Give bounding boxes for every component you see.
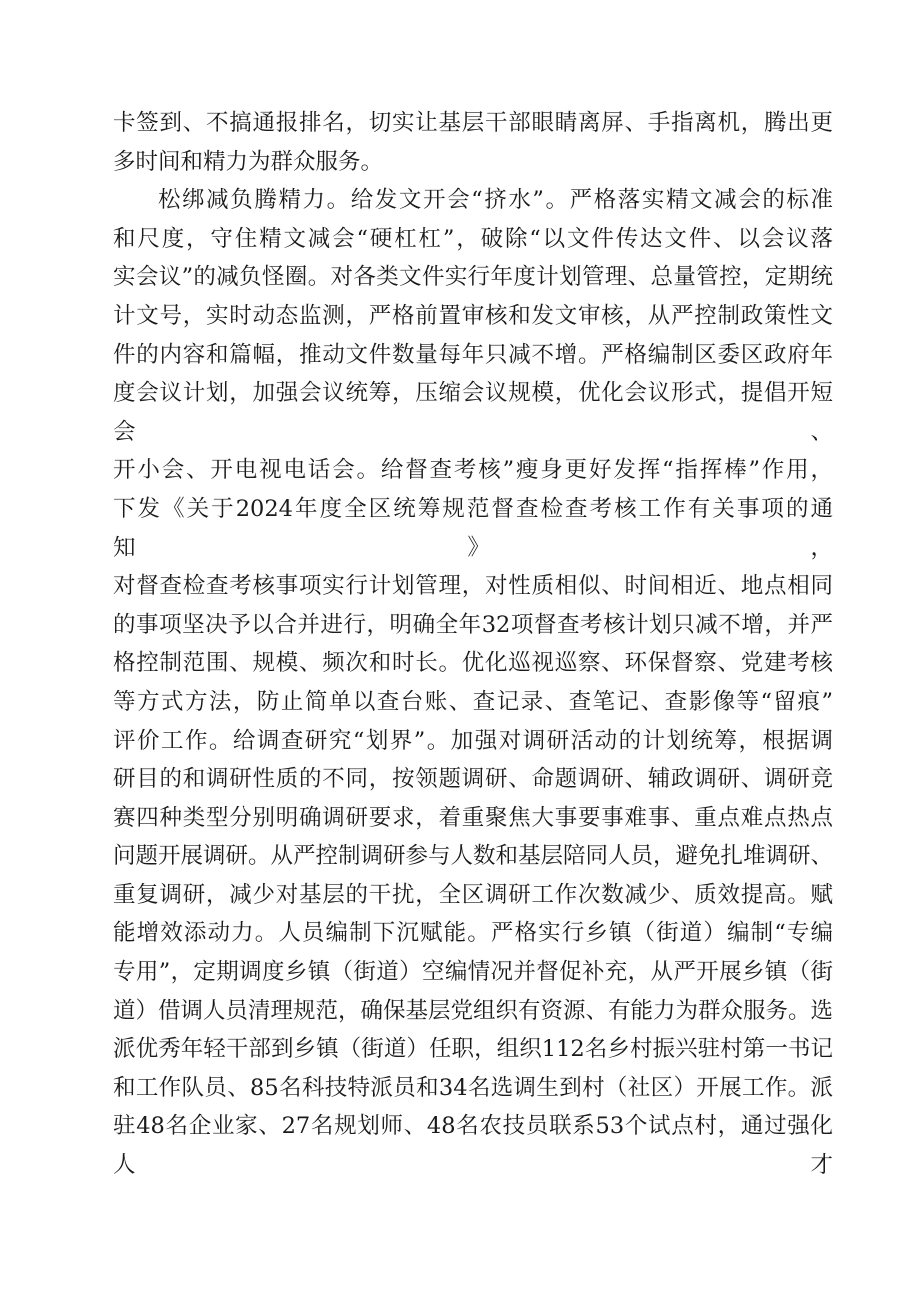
text-line: 对督查检查考核事项实行计划管理，对性质相似、时间相近、地点相同 xyxy=(113,573,833,600)
text-line: 和工作队员、85名科技特派员和34名选调生到村（社区）开展工作。派 xyxy=(113,1074,833,1101)
document-body xyxy=(113,104,833,1185)
text-line: 格控制范围、规模、频次和时长。优化巡视巡察、环保督察、党建考核 xyxy=(113,650,833,677)
paragraph-2 xyxy=(113,181,833,1184)
text-line: 卡签到、不搞通报排名，切实让基层干部眼睛离屏、手指离机，腾出更 xyxy=(113,110,833,136)
paragraph-1 xyxy=(113,104,833,181)
text-line: 开小会、开电视电话会。给督查考核”瘦身更好发挥“指挥棒”作用， xyxy=(113,457,833,484)
text-line: 专用”，定期调度乡镇（街道）空编情况并督促补充，从严开展乡镇（街 xyxy=(113,959,833,986)
text-line: 和尺度，守住精文减会“硬杠杠”，破除“以文件传达文件、以会议落 xyxy=(113,225,833,252)
text-line: 研目的和调研性质的不同，按领题调研、命题调研、辅政调研、调研竞 xyxy=(113,766,833,793)
text-line: 计文号，实时动态监测，严格前置审核和发文审核，从严控制政策性文 xyxy=(113,302,833,329)
text-line: 的事项坚决予以合并进行，明确全年32项督查考核计划只减不增，并严 xyxy=(113,611,833,638)
text-line: 派优秀年轻干部到乡镇（街道）任职，组织112名乡村振兴驻村第一书记 xyxy=(113,1036,833,1063)
text-line: 等方式方法，防止简单以查台账、查记录、查笔记、查影像等“留痕” xyxy=(113,688,833,715)
text-line: 评价工作。给调查研究“划界”。加强对调研活动的计划统筹，根据调 xyxy=(113,727,833,754)
text-line: 能增效添动力。人员编制下沉赋能。严格实行乡镇（街道）编制“专编 xyxy=(113,920,833,947)
text-line: 多时间和精力为群众服务。 xyxy=(113,148,384,175)
text-line: 道）借调人员清理规范，确保基层党组织有资源、有能力为群众服务。选 xyxy=(113,997,834,1024)
text-line: 驻48名企业家、27名规划师、48名农技员联系53个试点村，通过强化人才 xyxy=(113,1113,833,1179)
text-line: 下发《关于2024年度全区统筹规范督查检查考核工作有关事项的通知》， xyxy=(113,495,833,561)
text-line: 松绑减负腾精力。给发文开会“挤水”。严格落实精文减会的标准 xyxy=(158,187,833,214)
text-line: 件的内容和篇幅，推动文件数量每年只减不增。严格编制区委区政府年 xyxy=(113,341,833,368)
text-line: 问题开展调研。从严控制调研参与人数和基层陪同人员，避免扎堆调研、 xyxy=(113,843,834,870)
text-line: 重复调研，减少对基层的干扰，全区调研工作次数减少、质效提高。赋 xyxy=(113,881,833,908)
text-line: 度会议计划，加强会议统筹，压缩会议规模，优化会议形式，提倡开短会、 xyxy=(113,380,833,445)
text-line: 实会议”的减负怪圈。对各类文件实行年度计划管理、总量管控，定期统 xyxy=(113,264,833,291)
text-line: 赛四种类型分别明确调研要求，着重聚焦大事要事难事、重点难点热点 xyxy=(113,804,833,831)
